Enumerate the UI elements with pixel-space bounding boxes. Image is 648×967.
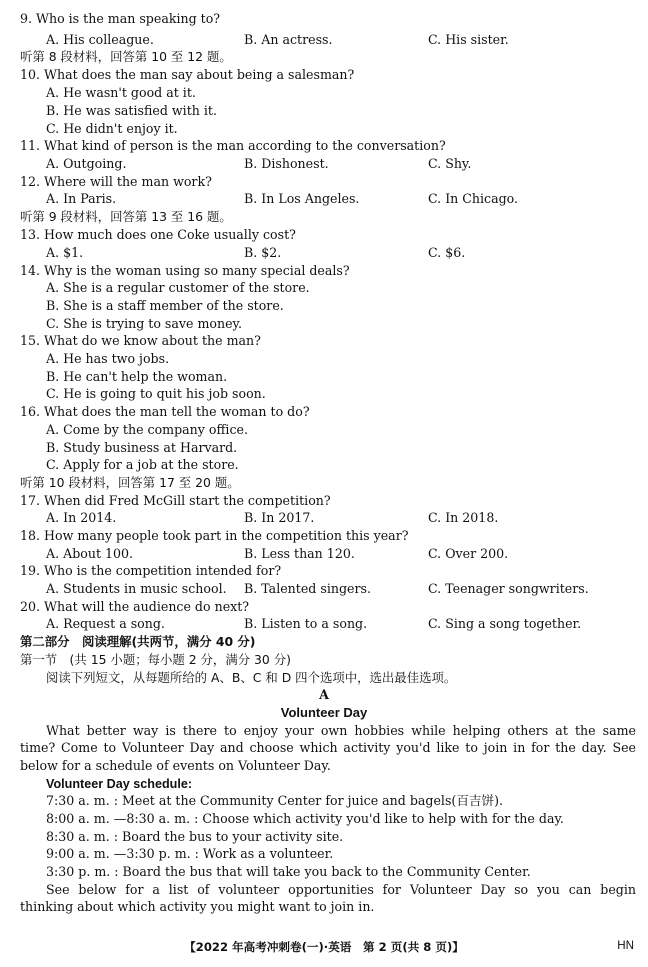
option-c: C. Teenager songwriters. bbox=[428, 581, 589, 596]
section-instruction-8: 听第 8 段材料，回答第 10 至 12 题。 bbox=[20, 49, 232, 64]
option-a: A. In 2014. bbox=[46, 510, 117, 525]
passage-title: Volunteer Day bbox=[280, 705, 368, 720]
option-a: A. In Paris. bbox=[46, 191, 117, 206]
option-c: C. Shy. bbox=[428, 156, 472, 171]
option-a: A. Outgoing. bbox=[46, 156, 127, 171]
option-a: A. She is a regular customer of the store. bbox=[46, 280, 310, 295]
option-c: C. He is going to quit his job soon. bbox=[46, 386, 266, 401]
option-c: C. She is trying to save money. bbox=[46, 316, 243, 331]
option-a: A. Come by the company office. bbox=[46, 422, 248, 437]
option-b: B. Dishonest. bbox=[244, 156, 329, 171]
option-a: A. He wasn't good at it. bbox=[46, 85, 196, 100]
option-a: A. He has two jobs. bbox=[46, 351, 170, 366]
schedule-heading: Volunteer Day schedule: bbox=[46, 777, 193, 791]
option-b: B. Study business at Harvard. bbox=[46, 440, 238, 455]
question-20: 20. What will the audience do next? bbox=[20, 599, 250, 614]
option-c: C. Apply for a job at the store. bbox=[46, 457, 239, 472]
option-b: B. In 2017. bbox=[244, 510, 315, 525]
option-b: B. Less than 120. bbox=[244, 546, 355, 561]
schedule-item: 7:30 a. m. : Meet at the Community Center for juice and bagels(百吉饼). bbox=[46, 793, 504, 808]
option-c: C. $6. bbox=[428, 245, 466, 260]
paragraph-2-line-1: See below for a list of volunteer opportunities for Volunteer Day so you can begin bbox=[46, 882, 636, 897]
option-b: B. She is a staff member of the store. bbox=[46, 298, 284, 313]
question-18: 18. How many people took part in the competition this year? bbox=[20, 528, 409, 543]
question-9: 9. Who is the man speaking to? bbox=[20, 11, 221, 26]
paragraph-2-line-2: thinking about which activity you might want to join in. bbox=[20, 899, 375, 914]
option-c: C. His sister. bbox=[428, 32, 509, 47]
option-a: A. $1. bbox=[46, 245, 84, 260]
section-instruction-9: 听第 9 段材料，回答第 13 至 16 题。 bbox=[20, 209, 232, 224]
footer-region-code: HN bbox=[617, 939, 634, 952]
page-footer: 【2022 年高考冲刺卷(一)·英语 第 2 页(共 8 页)】 bbox=[184, 940, 464, 954]
part-2-heading: 第二部分 阅读理解(共两节，满分 40 分) bbox=[20, 634, 256, 649]
reading-instructions: 阅读下列短文，从每题所给的 A、B、C 和 D 四个选项中，选出最佳选项。 bbox=[46, 670, 457, 685]
option-a: A. About 100. bbox=[46, 546, 134, 561]
option-b: B. In Los Angeles. bbox=[244, 191, 360, 206]
schedule-item: 9:00 a. m. —3:30 p. m. : Work as a volunteer. bbox=[46, 846, 334, 861]
question-14: 14. Why is the woman using so many special deals? bbox=[20, 263, 350, 278]
section-instruction-10: 听第 10 段材料，回答第 17 至 20 题。 bbox=[20, 475, 240, 490]
question-10: 10. What does the man say about being a salesman? bbox=[20, 67, 355, 82]
option-c: C. In Chicago. bbox=[428, 191, 519, 206]
paragraph-1-line-3: below for a schedule of events on Volunteer Day. bbox=[20, 758, 331, 773]
option-b: B. Listen to a song. bbox=[244, 616, 368, 631]
passage-letter: A bbox=[319, 687, 329, 702]
option-a: A. His colleague. bbox=[46, 32, 154, 47]
option-c: C. Over 200. bbox=[428, 546, 509, 561]
paragraph-1-line-2: time? Come to Volunteer Day and choose which activity you'd like to join in for the day. See bbox=[20, 740, 636, 755]
question-13: 13. How much does one Coke usually cost? bbox=[20, 227, 296, 242]
option-c: C. He didn't enjoy it. bbox=[46, 121, 178, 136]
schedule-item: 8:30 a. m. : Board the bus to your activity site. bbox=[46, 829, 344, 844]
paragraph-1-line-1: What better way is there to enjoy your own hobbies while helping others at the same bbox=[46, 723, 636, 738]
question-19: 19. Who is the competition intended for? bbox=[20, 563, 282, 578]
option-a: A. Request a song. bbox=[46, 616, 165, 631]
schedule-item: 8:00 a. m. —8:30 a. m. : Choose which activity you'd like to help with for the day. bbox=[46, 811, 564, 826]
option-a: A. Students in music school. bbox=[46, 581, 227, 596]
question-16: 16. What does the man tell the woman to do? bbox=[20, 404, 310, 419]
option-b: B. An actress. bbox=[244, 32, 333, 47]
question-11: 11. What kind of person is the man according to the conversation? bbox=[20, 138, 446, 153]
option-c: C. In 2018. bbox=[428, 510, 499, 525]
question-17: 17. When did Fred McGill start the competition? bbox=[20, 493, 331, 508]
section-1-heading: 第一节 (共 15 小题；每小题 2 分，满分 30 分) bbox=[20, 652, 291, 667]
option-b: B. He can't help the woman. bbox=[46, 369, 228, 384]
schedule-item: 3:30 p. m. : Board the bus that will take you back to the Community Center. bbox=[46, 864, 531, 879]
option-b: B. $2. bbox=[244, 245, 282, 260]
option-c: C. Sing a song together. bbox=[428, 616, 582, 631]
question-15: 15. What do we know about the man? bbox=[20, 333, 261, 348]
option-b: B. He was satisfied with it. bbox=[46, 103, 217, 118]
question-12: 12. Where will the man work? bbox=[20, 174, 212, 189]
option-b: B. Talented singers. bbox=[244, 581, 371, 596]
